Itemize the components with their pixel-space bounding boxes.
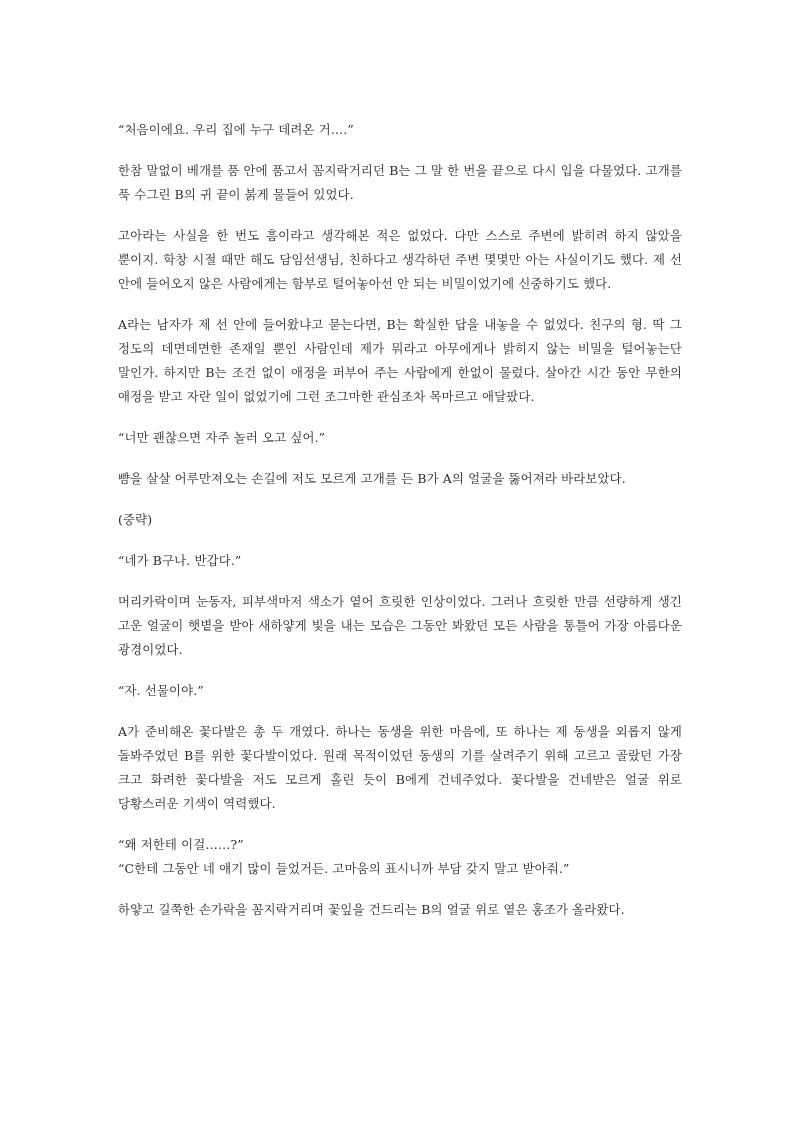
paragraph-dialogue: “처음이에요. 우리 집에 누구 데려온 거….” xyxy=(118,122,354,137)
paragraph: 머리카락이며 눈동자, 피부색마저 색소가 옅어 흐릿한 인상이었다. 그러나 흐릿한 만큼 선량하게 생긴 고운 얼굴이 햇볕을 받아 새하얗게 빛을 내는 모습은 그동안 봐왔던 모든 사람을 통틀어 가장 아름다운 광경이었다. xyxy=(118,594,682,657)
paragraph: 뺨을 살살 어루만져오는 손길에 저도 모르게 고개를 든 B가 A의 얼굴을 뚫어져라 바라보았다. xyxy=(118,471,626,486)
paragraph-dialogue: “왜 저한테 이걸……?” xyxy=(118,837,244,852)
paragraph: 고아라는 사실을 한 번도 흠이라고 생각해본 적은 없었다. 다만 스스로 주변에 밝히려 하지 않았을 뿐이지. 학창 시절 때만 해도 담임선생님, 친하다고 생각하던 주변 몇몇만 아는 사실이기도 했다. 제 선 안에 들어오지 않은 사람에게는 함부로 털어놓아선 안 되는 비밀이었기에 신중하기도 했다. xyxy=(118,228,682,291)
paragraph-dialogue: “C한테 그동안 네 얘기 많이 들었거든. 고마움의 표시니까 부담 갖지 말고 받아줘.” xyxy=(118,861,570,876)
paragraph: 하얗고 길쭉한 손가락을 꼼지락거리며 꽃잎을 건드리는 B의 얼굴 위로 옅은 홍조가 올라왔다. xyxy=(118,902,625,917)
omission-note: (중략) xyxy=(118,512,153,527)
paragraph: A가 준비해온 꽃다발은 총 두 개였다. 하나는 동생을 위한 마음에, 또 하나는 제 동생을 외롭지 않게 돌봐주었던 B를 위한 꽃다발이었다. 원래 목적이었던 동생의 기를 살려주기 위해 고르고 골랐던 가장 크고 화려한 꽃다발을 저도 모르게 홀린 듯이 B에게 건네주었다. 꽃다발을 건네받은 얼굴 위로 당황스러운 기색이 역력했다. xyxy=(118,724,682,811)
paragraph-dialogue: “자. 선물이야.” xyxy=(118,683,204,698)
document-body xyxy=(118,118,682,939)
paragraph-dialogue: “네가 B구나. 반갑다.” xyxy=(118,553,242,568)
paragraph-dialogue: “너만 괜찮으면 자주 놀러 오고 싶어.” xyxy=(118,430,326,445)
paragraph: A라는 남자가 제 선 안에 들어왔냐고 묻는다면, B는 확실한 답을 내놓을 수 없었다. 친구의 형. 딱 그 정도의 데면데면한 존재일 뿐인 사람인데 제가 뭐라고 아무에게나 밝히지 않는 비밀을 털어놓는단 말인가. 하지만 B는 조건 없이 애정을 퍼부어 주는 사람에게 한없이 물렀다. 살아간 시간 동안 무한의 애정을 받고 자란 일이 없었기에 그런 조그마한 관심조차 목마르고 애달팠다. xyxy=(118,317,682,404)
paragraph: 한참 말없이 베개를 품 안에 품고서 꼼지락거리던 B는 그 말 한 번을 끝으로 다시 입을 다물었다. 고개를 푹 수그린 B의 귀 끝이 붉게 물들어 있었다. xyxy=(118,163,682,202)
